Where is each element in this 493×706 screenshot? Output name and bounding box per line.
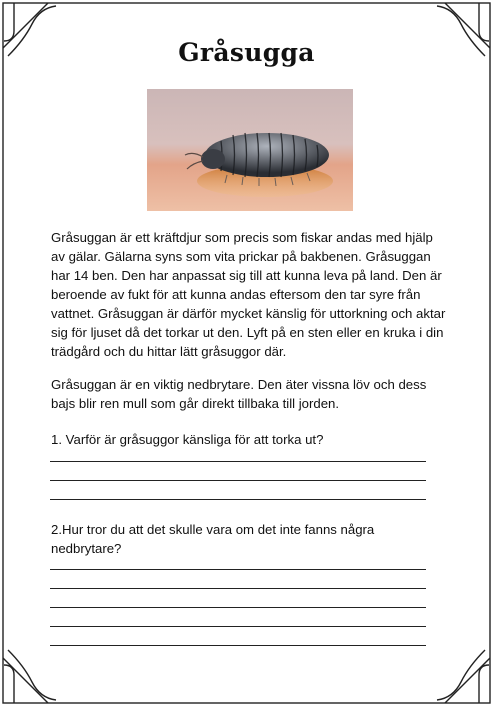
woodlouse-illustration bbox=[147, 89, 353, 211]
woodlouse-photo bbox=[147, 89, 353, 211]
question-2: 2.Hur tror du att det skulle vara om det inte fanns några nedbrytare? bbox=[51, 522, 375, 556]
intro-paragraph: Gråsuggan är ett kräftdjur som precis som fiskar andas med hjälp av gälar. Gälarna syns som vita prickar på bakbenen. Gråsuggan har 14 ben. Den har anpassat sig till att kunna leva på land. Den är beroende av fukt för att kunna andas eftersom den tar syre från vattnet. Gråsuggan är därför mycket känslig för uttorkning och aktar sig för ljuset då det torkar ut den. Lyft på en sten eller en kruka i din trädgård och du hittar lätt gråsuggor där. bbox=[51, 230, 446, 359]
answer-line[interactable] bbox=[50, 588, 426, 589]
answer-line[interactable] bbox=[50, 626, 426, 627]
answer-line[interactable] bbox=[50, 607, 426, 608]
answer-line[interactable] bbox=[50, 569, 426, 570]
answer-line[interactable] bbox=[50, 499, 426, 500]
answer-line[interactable] bbox=[50, 480, 426, 481]
decomposer-paragraph: Gråsuggan är en viktig nedbrytare. Den äter vissna löv och dess bajs blir ren mull som går direkt tillbaka till jorden. bbox=[51, 377, 427, 411]
page-title: Gråsugga bbox=[178, 38, 315, 67]
answer-line[interactable] bbox=[50, 461, 426, 462]
question-1: 1. Varför är gråsuggor känsliga för att torka ut? bbox=[51, 432, 324, 447]
answer-line[interactable] bbox=[50, 645, 426, 646]
